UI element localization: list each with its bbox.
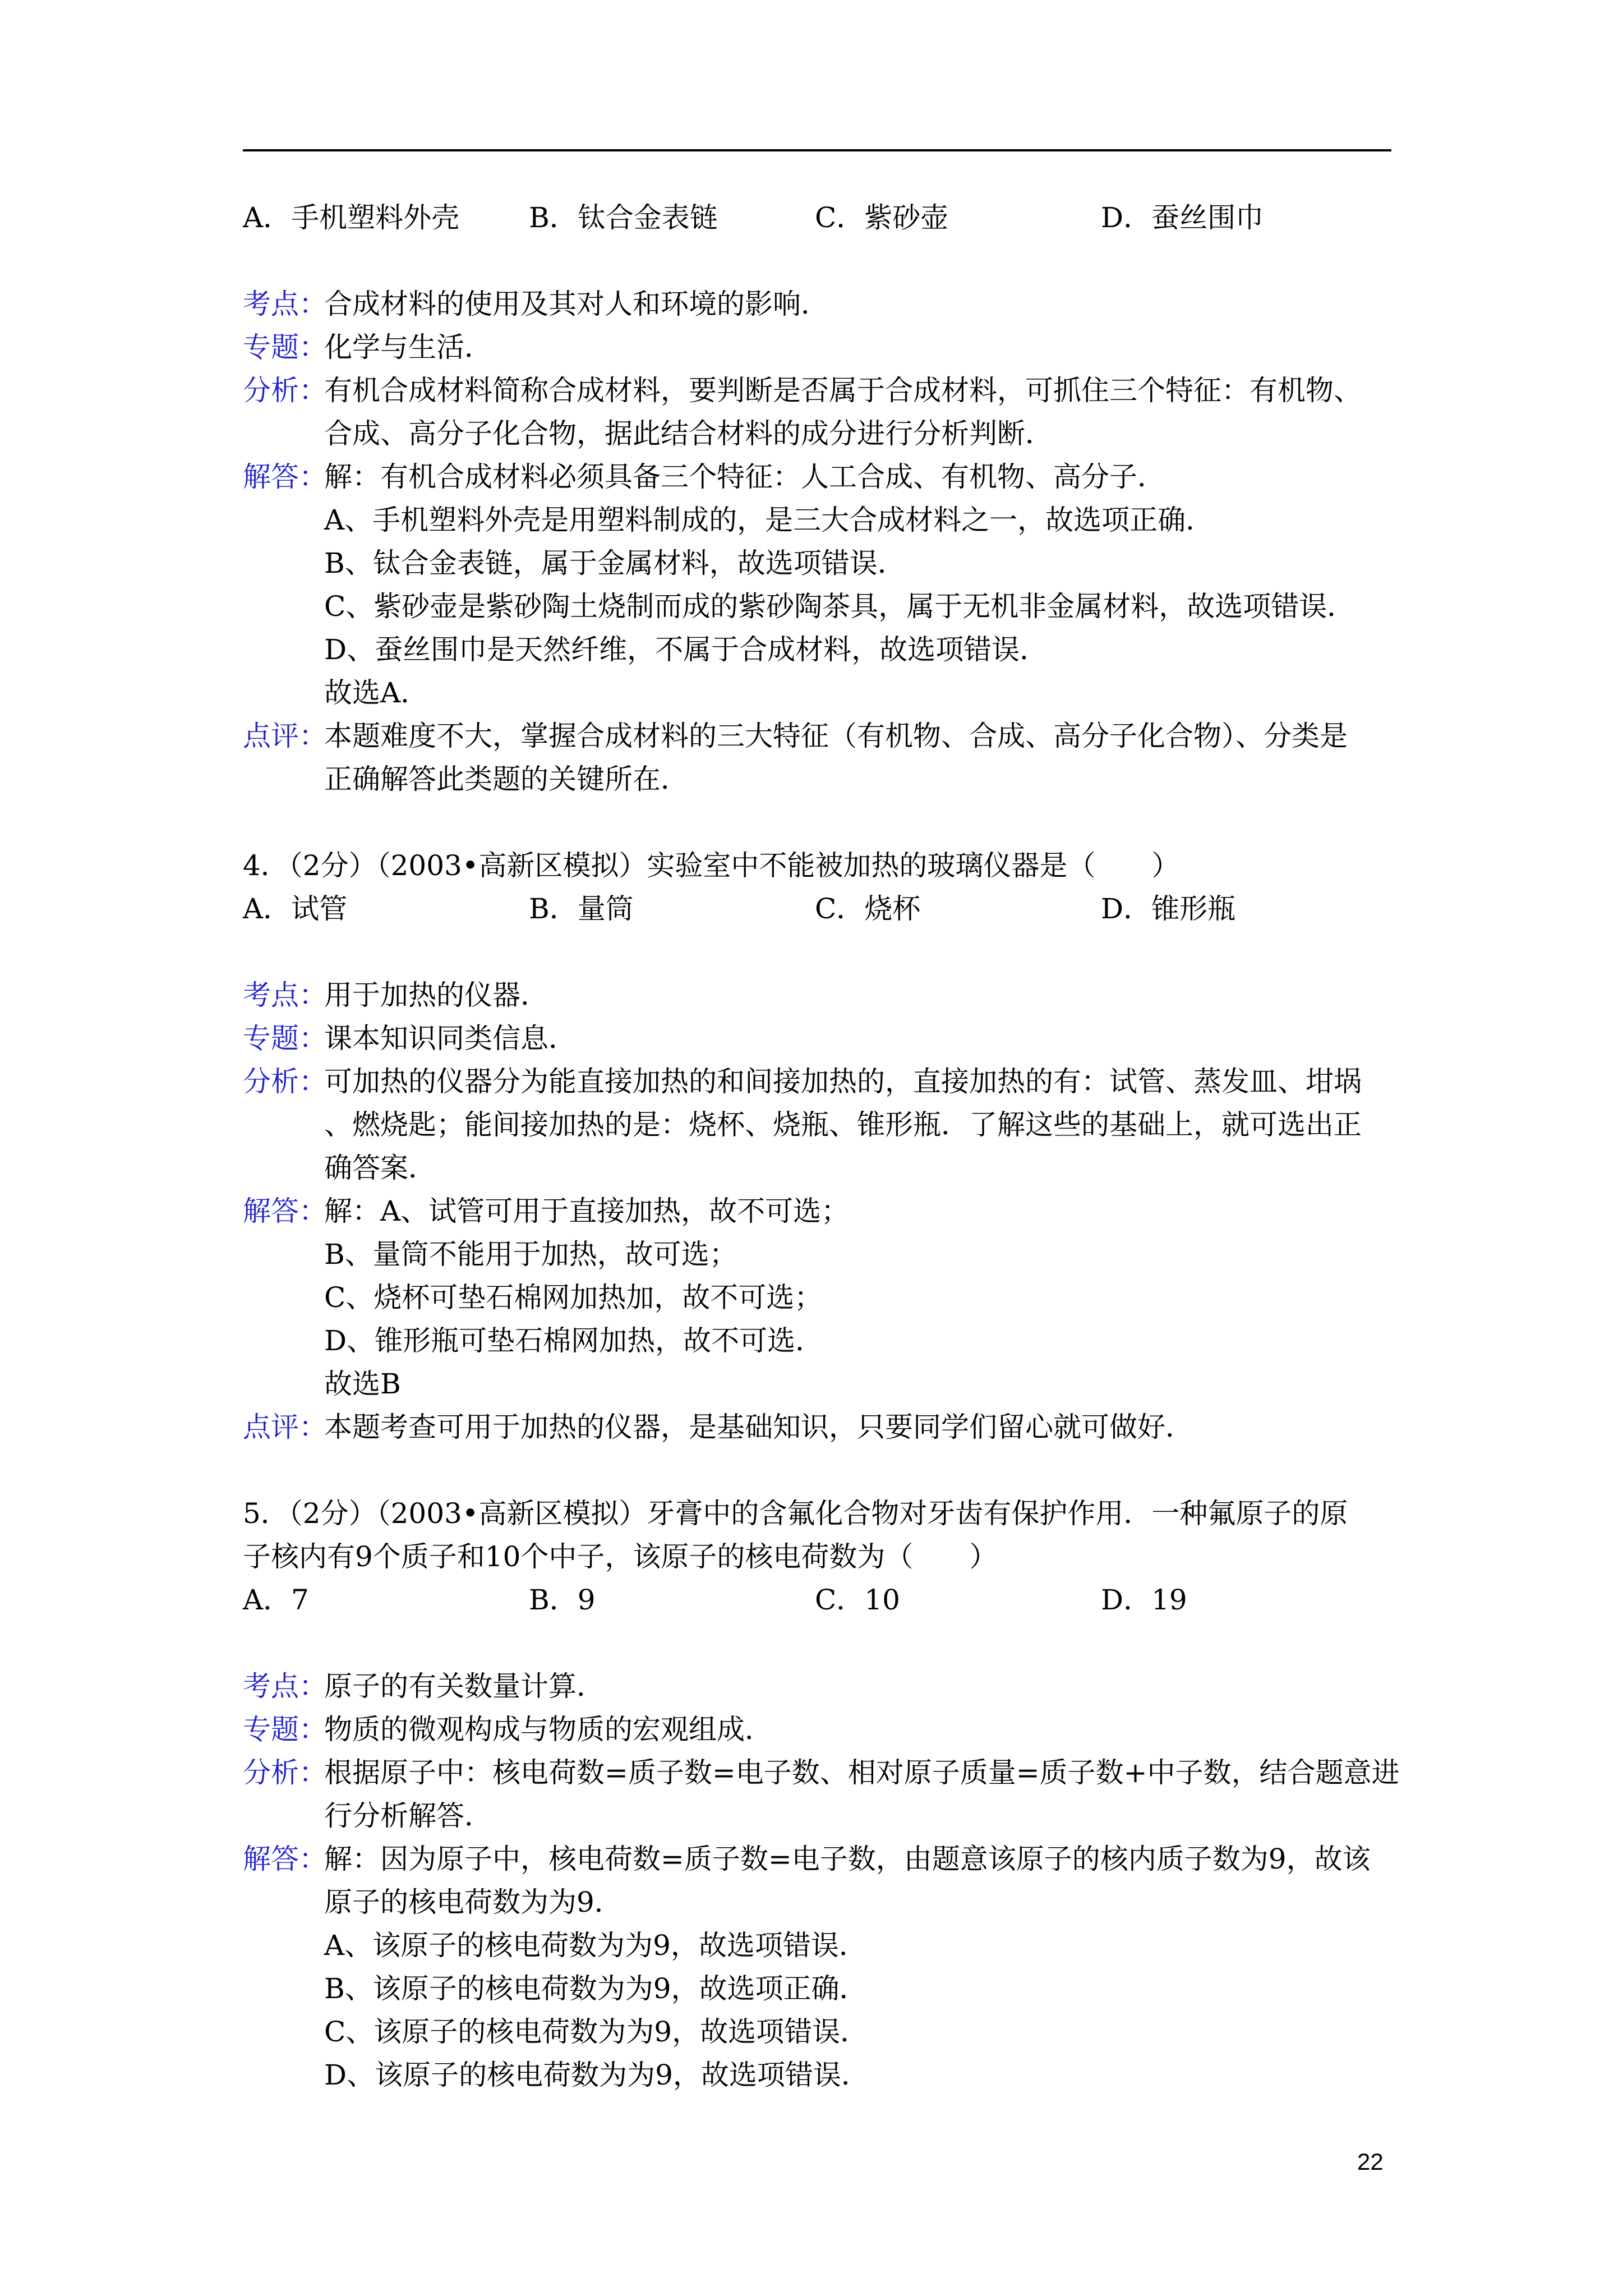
fenxi-label: 分析： [243,1756,327,1789]
jieda-line: 故选A． [324,677,429,709]
fenxi-line: 行分析解答． [324,1800,492,1832]
jieda-line: 解：因为原子中，核电荷数=质子数=电子数，由题意该原子的核内质子数为9，故该 [324,1843,1371,1875]
kaodian-label: 考点： [243,288,327,320]
jieda-line: D、锥形瓶可垫石棉网加热，故不可选． [324,1324,824,1357]
dianping-line: 本题难度不大，掌握合成材料的三大特征（有机物、合成、高分子化合物）、分类是 [324,720,1348,752]
q3-option-c: C．紫砂壶 [815,201,949,234]
q3-option-a: A．手机塑料外壳 [243,201,460,234]
dianping-label: 点评： [243,720,327,752]
q4-options [243,887,1404,931]
q5-zhuanti [243,1708,1404,1751]
q4-zhuanti [243,1017,1404,1060]
dianping-label: 点评： [243,1411,327,1443]
jieda-label: 解答： [243,1843,327,1875]
document-page [243,196,1404,2097]
q5-option-b: B．9 [529,1584,596,1616]
q3-dianping [243,715,1404,801]
kaodian-label: 考点： [243,979,327,1011]
jieda-line: A、手机塑料外壳是用塑料制成的，是三大合成材料之一，故选项正确． [324,504,1214,536]
kaodian-label: 考点： [243,1670,327,1703]
q5-question-line: 子核内有9个质子和10个中子，该原子的核电荷数为（ ） [243,1540,998,1573]
q5-option-a: A．7 [243,1584,309,1616]
jieda-line: 故选B [324,1368,401,1400]
q4-jieda [243,1190,1404,1406]
jieda-line: D、该原子的核电荷数为为9，故选项错误． [324,2059,869,2091]
page-number: 22 [1357,2148,1384,2175]
q4-option-b: B．量筒 [529,892,634,925]
jieda-line: C、紫砂壶是紫砂陶土烧制而成的紫砂陶茶具，属于无机非金属材料，故选项错误． [324,590,1355,623]
q5-option-d: D．19 [1101,1584,1187,1616]
jieda-line: 原子的核电荷数为为9． [324,1886,623,1918]
q4-option-a: A．试管 [243,892,348,925]
q3-jieda [243,455,1404,715]
jieda-line: A、该原子的核电荷数为为9，故选项错误． [324,1929,867,1962]
q3-zhuanti [243,326,1404,369]
q4-kaodian [243,974,1404,1017]
jieda-label: 解答： [243,1195,327,1227]
kaodian-text: 合成材料的使用及其对人和环境的影响． [324,288,829,320]
fenxi-label: 分析： [243,1065,327,1098]
jieda-line: C、烧杯可垫石棉网加热加，故不可选； [324,1281,823,1314]
fenxi-label: 分析： [243,374,327,407]
kaodian-text: 原子的有关数量计算． [324,1670,605,1703]
jieda-line: C、该原子的核电荷数为为9，故选项错误． [324,2016,869,2048]
fenxi-line: 合成、高分子化合物，据此结合材料的成分进行分析判断． [324,417,1053,450]
zhuanti-text: 课本知识同类信息． [324,1022,577,1055]
zhuanti-label: 专题： [243,1022,327,1055]
dianping-line: 正确解答此类题的关键所在． [324,763,689,795]
q5-option-c: C．10 [815,1584,900,1616]
zhuanti-label: 专题： [243,331,327,364]
jieda-line: D、蚕丝围巾是天然纤维，不属于合成材料，故选项错误． [324,633,1048,666]
jieda-line: 解：有机合成材料必须具备三个特征：人工合成、有机物、高分子． [324,461,1165,493]
q5-question-line: 5．（2分）（2003•高新区模拟）牙膏中的含氟化合物对牙齿有保护作用．一种氟原子的原 [243,1497,1348,1530]
jieda-line: B、该原子的核电荷数为为9，故选项正确． [324,1972,868,2005]
zhuanti-text: 物质的微观构成与物质的宏观组成． [324,1713,773,1746]
q5-options [243,1579,1404,1622]
jieda-line: 解：A、试管可用于直接加热，故不可选； [324,1195,850,1227]
q3-kaodian [243,283,1404,326]
q3-options [243,196,1404,240]
jieda-line: B、量筒不能用于加热，故可选； [324,1238,737,1271]
q3-option-d: D．蚕丝围巾 [1101,201,1264,234]
dianping-line: 本题考查可用于加热的仪器，是基础知识，只要同学们留心就可做好． [324,1411,1193,1443]
fenxi-line: 、燃烧匙；能间接加热的是：烧杯、烧瓶、锥形瓶．了解这些的基础上，就可选出正 [324,1108,1362,1141]
zhuanti-text: 化学与生活． [324,331,492,364]
q5-jieda [243,1838,1404,2097]
q4-question: 4．（2分）（2003•高新区模拟）实验室中不能被加热的玻璃仪器是（ ） [243,849,1180,882]
jieda-label: 解答： [243,461,327,493]
fenxi-line: 有机合成材料简称合成材料，要判断是否属于合成材料，可抓住三个特征：有机物、 [324,374,1362,407]
q4-fenxi [243,1060,1404,1190]
zhuanti-label: 专题： [243,1713,327,1746]
q4-dianping [243,1406,1404,1449]
q5-kaodian [243,1665,1404,1708]
kaodian-text: 用于加热的仪器． [324,979,548,1011]
q3-option-b: B．钛合金表链 [529,201,718,234]
q5-fenxi [243,1751,1404,1838]
q4-option-c: C．烧杯 [815,892,921,925]
header-rule [243,149,1391,151]
q3-fenxi [243,369,1404,455]
fenxi-line: 可加热的仪器分为能直接加热的和间接加热的，直接加热的有：试管、蒸发皿、坩埚 [324,1065,1362,1098]
jieda-line: B、钛合金表链，属于金属材料，故选项错误． [324,547,906,579]
fenxi-line: 根据原子中：核电荷数=质子数=电子数、相对原子质量=质子数+中子数，结合题意进 [324,1756,1400,1789]
fenxi-line: 确答案． [324,1152,436,1184]
q4-option-d: D．锥形瓶 [1101,892,1236,925]
